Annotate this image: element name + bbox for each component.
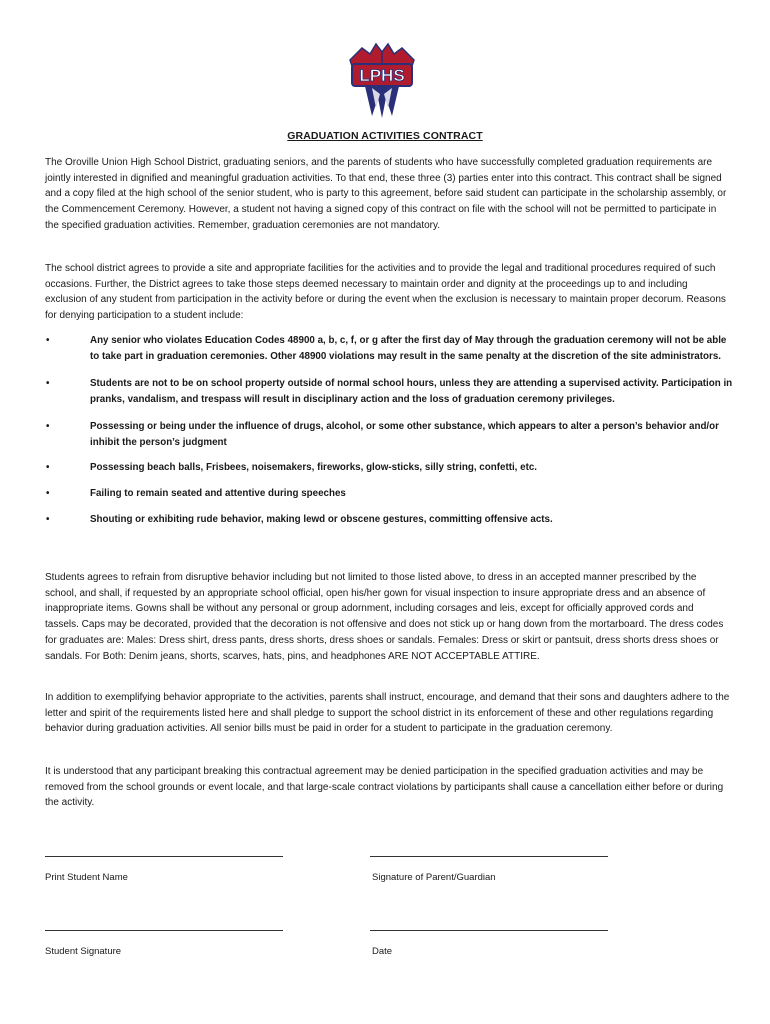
rule-text: Failing to remain seated and attentive during speeches (90, 487, 346, 499)
bullet-icon: • (46, 335, 50, 346)
rule-item (45, 419, 735, 450)
parents-paragraph: In addition to exemplifying behavior appropriate to the activities, parents shall instruct, encourage, and demand that their sons and daughters adhere to the letter and spirit of the requirements listed here and shall pledge to support the school district in its enforcement of these and other regulations regarding behavior during graduation activities. All senior bills must be paid in order for a student to participate in the graduation ceremony. (45, 692, 730, 735)
closing-paragraph: It is understood that any participant breaking this contractual agreement may be denied participation in the specified graduation activities and may be removed from the school grounds or event locale, and that large-scale contract violations by participants shall cause a cancellation either before or during the activity. (45, 766, 724, 809)
rule-item (45, 376, 735, 407)
date-line[interactable] (370, 930, 608, 931)
rule-item (45, 512, 735, 528)
print-student-name-label: Print Student Name (45, 872, 128, 883)
document-title: GRADUATION ACTIVITIES CONTRACT (287, 130, 483, 142)
print-student-name-line[interactable] (45, 856, 283, 857)
bullet-icon: • (46, 487, 50, 499)
rule-text: Any senior who violates Education Codes 48900 a, b, c, f, or g after the first day of May through the graduation ceremony will not be able to take part in graduation ceremonies. Other 48900 violations may result in the same penalty at the discretion of the site administrators. (90, 335, 727, 362)
logo-text: LPHS (359, 66, 405, 85)
rules-list (45, 333, 735, 527)
rule-text: Possessing or being under the influence of drugs, alcohol, or some other substance, which appears to alter a person’s behavior and/or inhibit the person’s judgment (90, 420, 719, 448)
logo-talons (364, 82, 400, 118)
rule-item (45, 460, 735, 476)
rule-text: Possessing beach balls, Frisbees, noisemakers, fireworks, glow-sticks, silly string, confetti, etc. (90, 462, 538, 474)
parent-signature-label: Signature of Parent/Guardian (372, 872, 496, 883)
student-signature-line[interactable] (45, 930, 283, 931)
bullet-icon: • (46, 462, 50, 474)
students-paragraph: Students agrees to refrain from disruptive behavior including but not limited to those listed above, to dress in an accepted manner prescribed by the school, and shall, if requested by an appropriate school official, open his/her gown for visual inspection to insure appropriate dress and an absence of inappropriate items. Gowns shall be without any personal or group adornment, including corsages and leis, except for officially approved cords and tassels. Caps may be decorated, provided that the decoration is not offensive and does not stick up or hang down from the mortarboard. The dress codes for graduates are: Males: Dress shirt, dress pants, dress shorts, dress shoes or sandals. Females: Dress or skirt or pantsuit, dress shorts dress shoes or sandals. For Both: Denim jeans, shorts, scarves, hats, pins, and headphones ARE NOT ACCEPTABLE ATTIRE. (45, 572, 724, 662)
rule-item (45, 333, 735, 364)
parent-signature-line[interactable] (370, 856, 608, 857)
rule-text: Shouting or exhibiting rude behavior, making lewd or obscene gestures, committing offensive acts. (90, 513, 553, 525)
district-paragraph: The school district agrees to provide a site and appropriate facilities for the activities and to provide the legal and traditional procedures required of such occasions. Further, the District agrees to take those steps deemed necessary to maintain order and dignity at the proceedings up to and including exclusion of any student from participation in the activity before or during the event when the exclusion is necessary to maintain proper decorum. Reasons for denying participation to a student include: (45, 263, 726, 322)
bullet-icon: • (46, 420, 50, 432)
student-signature-label: Student Signature (45, 946, 122, 957)
bullet-icon: • (46, 513, 50, 525)
intro-paragraph: The Oroville Union High School District, graduating seniors, and the parents of students who have successfully completed graduation requirements are jointly interested in dignified and meaningful graduation activities. To that end, these three (3) parties enter into this contract. This contract shall be signed and a copy filed at the high school of the senior student, who is party to this agreement, before said student can participate in the scholarship assembly, or the Commencement Ceremony. However, a student not having a signed copy of this contract on file with the school will not be permitted to participate in the specified graduation activities. Remember, graduation ceremonies are not mandatory. (45, 157, 727, 231)
date-label: Date (372, 946, 393, 957)
school-logo (342, 38, 422, 120)
rule-item (45, 486, 735, 502)
rule-text: Students are not to be on school property outside of normal school hours, unless they are attending a supervised activity. Participation in pranks, vandalism, and trespass will result in disciplinary action and the loss of graduation ceremony privileges. (90, 378, 733, 406)
bullet-icon: • (46, 378, 50, 390)
